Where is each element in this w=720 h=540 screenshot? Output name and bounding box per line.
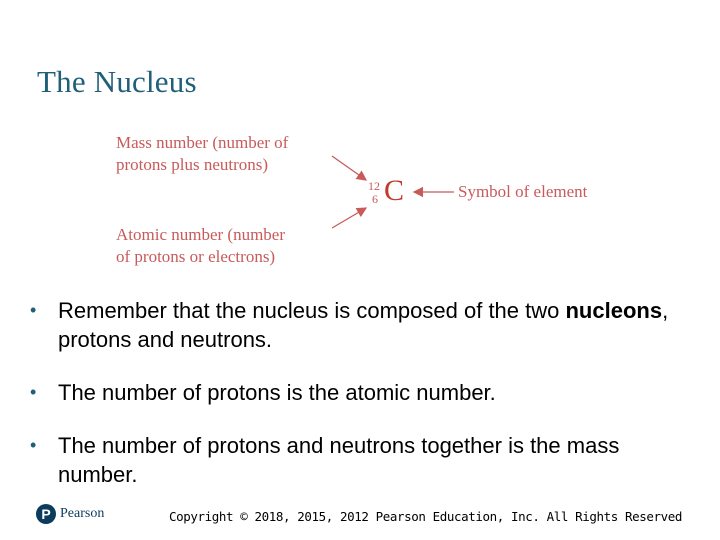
symbol-of-element-label: Symbol of element xyxy=(458,182,588,201)
atomic-number-arrow xyxy=(332,208,366,228)
mass-number-arrow xyxy=(332,156,366,180)
bullet-dot-icon: • xyxy=(30,382,37,402)
pearson-logo-icon: P xyxy=(36,504,56,524)
mass-number-label-line1: Mass number (number of xyxy=(116,133,289,152)
bullet-1-pre: Remember that the nucleus is composed of the two xyxy=(58,298,566,323)
bullet-item-mass-number xyxy=(30,431,670,489)
bullet-dot-icon: • xyxy=(30,300,37,320)
bullet-1-bold: nucleons xyxy=(565,298,663,323)
bullet-item-atomic-number xyxy=(30,378,670,407)
slide-title: The Nucleus xyxy=(37,64,197,99)
copyright-notice: Copyright © 2018, 2015, 2012 Pearson Education, Inc. All Rights Reserved xyxy=(168,509,682,524)
element-symbol: C xyxy=(384,174,405,207)
bullet-item-nucleons xyxy=(30,296,670,354)
bullet-1-post: , protons and neutrons. xyxy=(58,298,669,352)
atomic-number-value: 6 xyxy=(372,192,378,206)
bullet-dot-icon: • xyxy=(30,435,37,455)
pearson-logo xyxy=(36,502,104,526)
bullet-2-text: The number of protons is the atomic number. xyxy=(58,380,496,405)
bullet-list xyxy=(30,296,670,513)
diagram-arrows xyxy=(110,128,630,278)
nuclide-notation-diagram xyxy=(110,128,630,278)
atomic-number-label-line1: Atomic number (number xyxy=(116,225,286,244)
mass-number-value: 12 xyxy=(368,179,380,193)
bullet-3-text: The number of protons and neutrons together is the mass number. xyxy=(58,433,620,487)
pearson-logo-text: Pearson xyxy=(60,506,105,521)
mass-number-label-line2: protons plus neutrons) xyxy=(116,155,269,174)
atomic-number-label-line2: of protons or electrons) xyxy=(116,247,276,266)
